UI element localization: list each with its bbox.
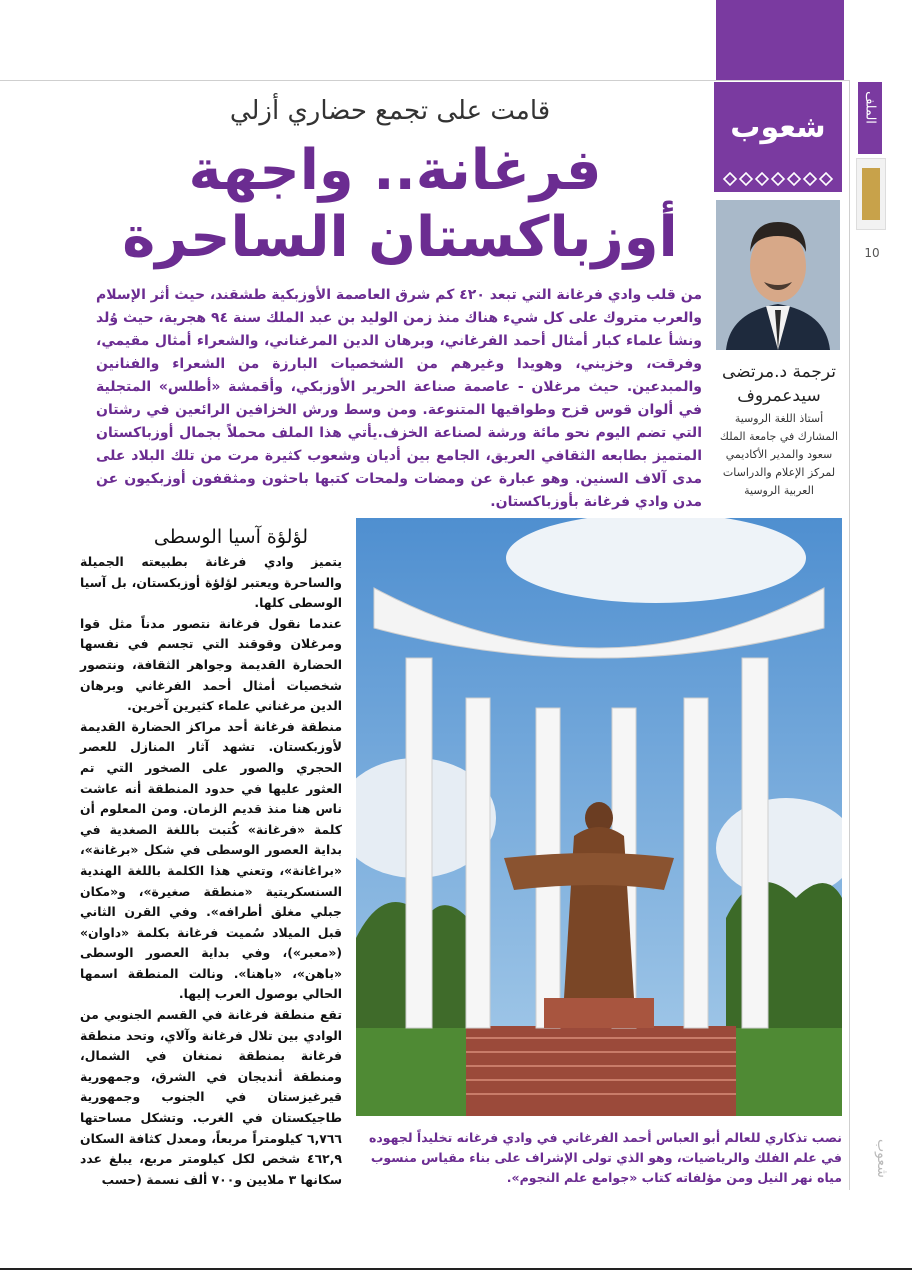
bottom-rule xyxy=(0,1268,912,1270)
photo-caption: نصب تذكاري للعالم أبو العباس أحمد الفرغاني في وادي فرغانه تخليداً لجهوده في علم الفلك والرياضيات، وهو الذي تولى الإشراف على بناء مقياس منسوب مياه نهر النيل ومن مؤلفاته كتاب «جوامع علم النجوم». xyxy=(368,1130,842,1185)
page-number: 10 xyxy=(864,246,880,260)
section-heading: لؤلؤة آسيا الوسطى xyxy=(153,526,309,548)
top-rule xyxy=(0,80,850,81)
article-title-line-1: فرغانة.. واجهة xyxy=(188,138,602,203)
body-paragraph: تقع منطقة فرغانة في القسم الجنوبي من الوادي بين تلال فرغانة وآلاي، وتحد منطقة فرغانة بمنطقة نمنغان في الشمال، ومنطقة أنديجان في الشرق، وجمهورية قيرغيزستان في الجنوب وجمهورية طاجيكستان في الغرب. وتشكل مساحتها ٦,٧٦٦ كيلومتراً مربعاً، ومعدل كثافة السكان ٤٦٢,٩ شخص لكل كيلومتر مربع، يبلغ عدد سكانها ٣ ملايين و٧٠٠ ألف نسمة (حسب xyxy=(80,1007,342,1187)
author-portrait xyxy=(716,200,840,350)
section-label: شعوب xyxy=(730,110,826,145)
author-credit xyxy=(716,360,842,408)
body-paragraph: عندما نقول فرغانة نتصور مدناً مثل قوا ومرغلان وقوقند التي تجسم في نفسها الحضارة القديمة وجواهر الثقافة، ونتصور شخصيات أمثال أحمد الفرغاني وبرهان الدين مرغناني علماء كثيرين آخرين. xyxy=(80,615,342,714)
article-title-line-2: أوزباكستان الساحرة xyxy=(122,205,678,270)
article-subtitle: قامت على تجمع حضاري أزلي xyxy=(229,96,551,126)
body-column xyxy=(80,552,342,1190)
body-paragraph: منطقة فرغانة أحد مراكز الحضارة القديمة لأوزبكستان. تشهد آثار المنازل للعصر الحجري والصور على الصخور التي تم العثور عليها في حدود المنطقة أنه عاشت ناس هنا منذ قديم الزمان. ومن المعلوم أن كلمة «فرغانة» كُتبت باللغة الصغدية في بداية العصور الوسطى في شكل «برغانة»، «براغانة»، وتعني هذا الكلمة باللغة الهندية السنسكريتية «منطقة صغيرة»، و«مكان جبلي مغلق أطرافه». وفي القرن الثاني قبل الميلاد سُميت فرغانة بكلمة «داوان» («معبر»)، وفي بداية العصور الوسطى «باهن»، «باهنا». ونالت المنطقة اسمها الحالي بوصول العرب إليها. xyxy=(80,718,342,1002)
right-rule xyxy=(849,80,850,1190)
author-credit-line-1: ترجمة د.مرتضى xyxy=(721,362,837,382)
monument-photo xyxy=(356,518,842,1116)
article-intro: من قلب وادي فرغانة التي تبعد ٤٢٠ كم شرق العاصمة الأوزبكية طشقند، حيث أثر الإسلام والعرب متروك على كل شيء هناك منذ زمن الوليد بن عبد الملك سنة ٩٤ هجرية، حيث وُلد ونشأ علماء كبار أمثال أحمد الفرغاني، وبرهان الدين المرغناني، والشعراء أمثال مقيمي، وفرقت، وخزيني، وهويدا وغيرهم من الشخصيات البارزة من الشعراء والفنانين والمبدعين. حيث مرغلان - عاصمة صناعة الحرير الأوزبكي، وأقمشة «أطلس» المتجلية في ألوان قوس قزح وطواقيها المتنوعة. ومن وسط ورش الخزافين الرائعين في رشتان التي تضم اليوم نحو مائة ورشة لصناعة الخزف.يأتي هذا الملف محملاً بجمال أوزباكستان المتميز بطابعه الثقافي العريق، الجامع بين أديان وشعوب كثيرة مرت من تلك البلاد على مدى آلاف السنين. وهو عبارة عن ومضات ولمحات كتبها باحثون ومثقفون أوزبكيون عن مدن وادي فرغانة بأوزباكستان. xyxy=(96,287,702,510)
diamond-ornament-icon xyxy=(720,172,836,186)
side-section-label: شعوب xyxy=(874,1138,890,1178)
author-name: سيدعمروف xyxy=(737,386,821,406)
magazine-logo-mark xyxy=(862,168,880,220)
author-bio: أستاذ اللغة الروسية المشارك في جامعة الملك سعود والمدير الأكاديمي لمركز الإعلام والدراسات العربية الروسية xyxy=(719,412,839,497)
body-paragraph: يتميز وادي فرغانة بطبيعته الجميلة والساحرة ويعتبر لؤلؤة أوزبكستان، بل آسيا الوسطى كلها. xyxy=(80,554,342,611)
top-color-tab xyxy=(716,0,844,80)
side-tab-label: الملف xyxy=(862,91,878,124)
